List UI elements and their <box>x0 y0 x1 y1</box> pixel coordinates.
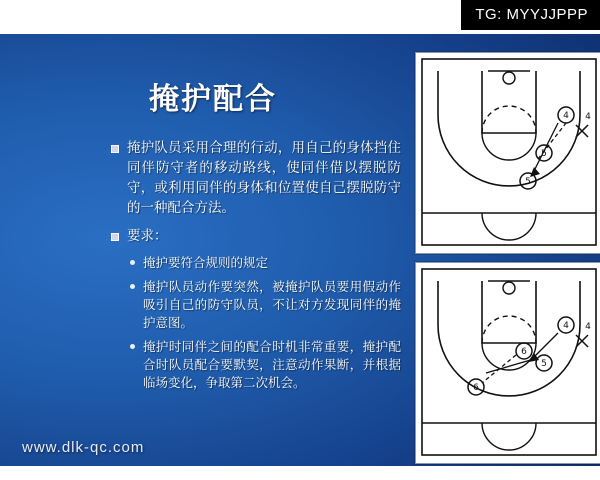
player-label: 6 <box>521 347 527 357</box>
bullet-text: 要求： <box>127 228 168 244</box>
site-watermark: www.dlk-qc.com <box>22 439 145 456</box>
dot-bullet-icon <box>130 344 135 349</box>
player-label: 4 <box>563 321 569 331</box>
court-drawing-top <box>416 53 600 251</box>
basketball-court-diagram-2 <box>415 262 600 464</box>
player-label: 5 <box>541 359 547 369</box>
top-white-strip <box>0 0 600 34</box>
player-label: 4 <box>563 111 569 121</box>
sub-bullet-text: 掩护队员动作要突然，被掩护队员要用假动作吸引自己的防守队员，不让对方发现同伴的掩护意图。 <box>143 279 401 330</box>
court-drawing-bottom <box>416 263 600 461</box>
tg-watermark-badge: TG: MYYJJPPP <box>461 0 600 30</box>
sub-bullet-list <box>111 254 401 392</box>
player-label: 5 <box>541 149 547 159</box>
sub-bullet-text: 掩护要符合规则的规定 <box>143 255 269 270</box>
list-item <box>129 278 401 332</box>
sub-bullet-text: 掩护时同伴之间的配合时机非常重要，掩护配合时队员配合要默契，注意动作果断，并根据临场变化，争取第二次机会。 <box>143 339 401 390</box>
bullet-item <box>111 226 401 246</box>
list-item <box>129 254 401 272</box>
basketball-court-diagram-1 <box>415 52 600 254</box>
list-item <box>129 338 401 392</box>
dot-bullet-icon <box>130 260 135 265</box>
slide-content <box>33 46 591 456</box>
dot-bullet-icon <box>130 284 135 289</box>
player-label: 6 <box>473 383 479 393</box>
square-bullet-icon <box>111 145 119 153</box>
bottom-white-strip <box>0 466 600 480</box>
slide-body <box>111 138 401 398</box>
presentation-slide <box>0 34 600 480</box>
slide-title: 掩护配合 <box>149 82 277 117</box>
player-label: 4 <box>585 322 591 332</box>
bullet-item <box>111 138 401 218</box>
bullet-text: 掩护队员采用合理的行动，用自己的身体挡住同伴防守者的移动路线，使同伴借以摆脱防守，或利用同伴的身体和位置使自己摆脱防守的一种配合方法。 <box>127 140 401 216</box>
player-label: 4 <box>585 112 591 122</box>
square-bullet-icon <box>111 233 119 241</box>
player-label: 5 <box>525 177 531 187</box>
